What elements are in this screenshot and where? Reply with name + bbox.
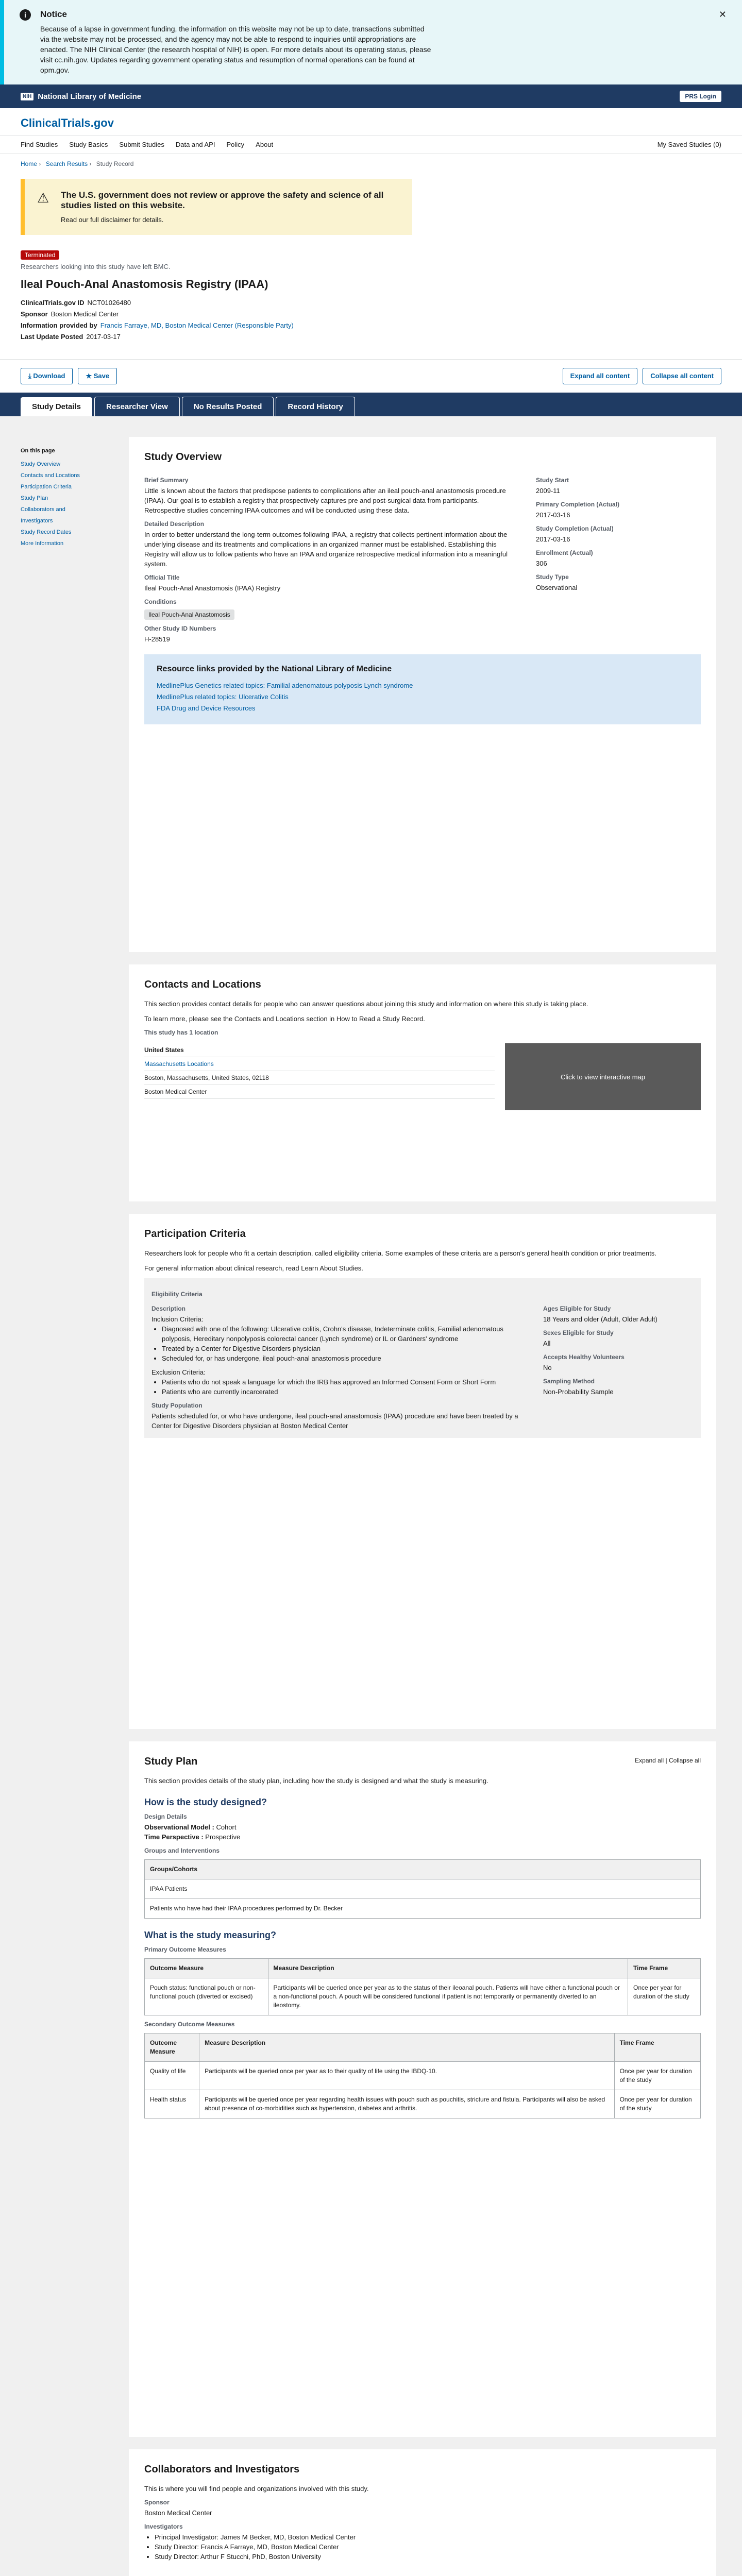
download-button[interactable]: ⤓ Download <box>21 368 73 384</box>
medlineplus-link[interactable]: MedlinePlus related topics: Ulcerative Colitis <box>157 693 289 701</box>
study-completion: 2017-03-16 <box>536 535 570 543</box>
study-plan: Study Plan Expand all | Collapse all This section provides details of the study plan, including how the study is designed and what the study is measuring. How is the study designed? Design Details Observational Model : Cohort Time Perspective : Prospective Groups and Interventions Groups/Cohorts IPAA Patients Patients who have had their IPAA procedures performed by Dr. Becker What is the study measuring? Primary Outcome Measures Outcome Measure Measure Description Time Frame Pouch status: functional pouch or non-functional pouch (diverted or excised) Participants will be queried once per year as to the status of their ileoanal pouch. Patients will have either a functional pouch or a non-functional pouch. A pouch will be considered functional if patient is not temporarily or permanently diverted to an ileostomy. Once per year for duration of the study Secondary Outcome Measures Outcome Measure Measure Description Time Frame Quality of life Participants will be queried once per year as to their quality of life using the IBDQ-10. Once per year for duration of the study Health status Participants will be queried once per year regarding health issues with pouch such as pouchitis, stricture and fistula. Participants will also be asked about presence of co-morbidities such as hypertension, diabetes and arthritis. Once per year for duration of the study <box>129 1741 716 2437</box>
crumb-current: Study Record <box>96 160 134 167</box>
saved-studies-link[interactable]: My Saved Studies (0) <box>657 141 721 148</box>
info-provider[interactable]: Francis Farraye, MD, Boston Medical Center (Responsible Party) <box>100 321 294 329</box>
tab-study-details[interactable]: Study Details <box>21 397 92 416</box>
nlm-logo[interactable]: NIH National Library of Medicine <box>21 92 141 101</box>
genetics-link[interactable]: MedlinePlus Genetics related topics: Familial adenomatous polyposis Lynch syndrome <box>157 682 413 689</box>
side-contacts[interactable]: Contacts and Locations <box>21 472 80 479</box>
info-icon: i <box>20 9 31 21</box>
status-note: Researchers looking into this study have left BMC. <box>21 263 171 270</box>
nav-data[interactable]: Data and API <box>175 141 215 148</box>
page-nav: On this page Study Overview Contacts and Locations Participation Criteria Study Plan Collaborators and Investigators Study Record Dates More Information <box>21 437 98 2576</box>
collapse-all-button[interactable]: Collapse all content <box>643 368 721 384</box>
close-icon[interactable]: ✕ <box>718 9 727 20</box>
crumb-results[interactable]: Search Results <box>45 160 88 167</box>
nav-about[interactable]: About <box>256 141 274 148</box>
study-start: 2009-11 <box>536 487 560 495</box>
brief-summary: Little is known about the factors that predispose patients to complications after an ileal pouch-anal anastomosis procedure (IPAA). Our goal is to establish a registry that prospectively captures pre and post-surgical data from participants. Retrospective studies concerning IPAA outcomes and will be conducted using these data. <box>144 487 506 514</box>
warning-icon: ⚠ <box>37 190 49 206</box>
location-map[interactable]: Click to view interactive map <box>505 1043 701 1110</box>
study-type: Observational <box>536 584 578 591</box>
side-dates[interactable]: Study Record Dates <box>21 529 72 535</box>
nih-bar <box>0 84 742 108</box>
crumb-home[interactable]: Home <box>21 160 38 167</box>
save-button[interactable]: ★ Save <box>78 368 117 384</box>
disclaimer-alert <box>21 179 412 235</box>
prs-login-button[interactable]: PRS Login <box>680 91 721 102</box>
primary-completion: 2017-03-16 <box>536 511 570 519</box>
main-area <box>0 416 742 2576</box>
enrollment: 306 <box>536 560 547 567</box>
plan-expand-collapse[interactable]: Expand all | Collapse all <box>635 1757 701 1764</box>
tab-record-history[interactable]: Record History <box>276 397 355 416</box>
nct-id: NCT01026480 <box>87 299 131 307</box>
other-id: H-28519 <box>144 635 170 643</box>
notice-body: Because of a lapse in government funding, the information on this website may not be up to date, transactions submitted via the website may not be processed, and the agency may not be able to respond to inquiries until appropriations are enacted. The NIH Clinical Center (the research hospital of NIH) is open. For more details about its operating status, please visit cc.nih.gov. Updates regarding government operating status and resumption of normal operations can be found at opm.gov. <box>40 25 431 74</box>
nav-submit[interactable]: Submit Studies <box>119 141 164 148</box>
tab-bar <box>0 393 742 416</box>
side-more[interactable]: More Information <box>21 540 64 547</box>
last-update: 2017-03-17 <box>86 333 121 341</box>
notice-title: Notice <box>40 9 67 19</box>
breadcrumb: Home › Search Results › Study Record <box>21 160 134 167</box>
side-overview[interactable]: Study Overview <box>21 461 61 467</box>
side-criteria[interactable]: Participation Criteria <box>21 484 72 490</box>
side-collab[interactable]: Collaborators and Investigators <box>21 506 65 524</box>
disclaimer-body: Read our full disclaimer for details. <box>61 216 164 224</box>
main-nav <box>0 135 742 154</box>
expand-all-button[interactable]: Expand all content <box>563 368 638 384</box>
side-plan[interactable]: Study Plan <box>21 495 48 501</box>
condition-chip[interactable]: Ileal Pouch-Anal Anastomosis <box>144 609 234 620</box>
official-title: Ileal Pouch-Anal Anastomosis (IPAA) Registry <box>144 584 281 592</box>
toolbar <box>0 359 742 393</box>
nav-policy[interactable]: Policy <box>226 141 245 148</box>
notice-banner <box>0 0 742 84</box>
status-badge: Terminated <box>21 250 59 260</box>
study-title: Ileal Pouch-Anal Anastomosis Registry (IPAA) <box>21 278 268 291</box>
nav-basics[interactable]: Study Basics <box>69 141 108 148</box>
tab-researcher-view[interactable]: Researcher View <box>94 397 180 416</box>
study-header: Terminated Researchers looking into this study have left BMC. Ileal Pouch-Anal Anastomosis Registry (IPAA) ClinicalTrials.gov ID NCT01026480 Sponsor Boston Medical Center Information provided by Francis Farraye, MD, Boston Medical Center (Responsible Party) Last Update Posted 2017-03-17 <box>0 240 742 353</box>
contacts-locations: Contacts and Locations This section provides contact details for people who can answer questions about joining this study and information on where this study is taking place. To learn more, please see the Contacts and Locations section in How to Read a Study Record. This study has 1 location United States Massachusetts Locations Boston, Massachusetts, United States, 02118 Boston Medical Center Click to view interactive map <box>129 964 716 1201</box>
collaborators: Collaborators and Investigators This is where you will find people and organizations involved with this study. Sponsor Boston Medical Center Investigators • Principal Investigator: James M Becker, MD, Boston Medical Center • Study Director: Francis A Farraye, MD, Boston Medical Center • Study Director: Arthur F Stucchi, PhD, Boston University <box>129 2449 716 2576</box>
disclaimer-title: The U.S. government does not review or approve the safety and science of all studies listed on this website. <box>61 190 384 210</box>
study-overview: Study Overview Brief Summary Little is known about the factors that predispose patients to complications after an ileal pouch-anal anastomosis procedure (IPAA). Our goal is to establish a registry that prospectively captures pre and post-surgical data from participants. Retrospective studies concerning IPAA outcomes and will be conducted using these data. Detailed Description In order to better understand the long-term outcomes following IPAA, a registry that collects pertinent information about the underlying disease and its treatments and complications in an organized manner must be established. Establishing this Registry will allow us to follow patients who have an IPAA and organize retrospective medical information into a meaningful system. Official Title Ileal Pouch-Anal Anastomosis (IPAA) Registry Conditions Ileal Pouch-Anal Anastomosis Other Study ID Numbers H-28519 Study Start 2009-11 Primary Completion (Actual) 2017-03-16 Study Completion (Actual) 2017-03-16 Enrollment (Actual) 306 Study Type Observational Resource links provided by the National Library of Medicine MedlinePlus Genetics related topics: Familial adenomatous polyposis Lynch syndrome MedlinePlus related topics: Ulcerative Colitis FDA Drug and Device Resources <box>129 437 716 952</box>
nav-find[interactable]: Find Studies <box>21 141 58 148</box>
tab-results[interactable]: No Results Posted <box>182 397 274 416</box>
site-title[interactable]: ClinicalTrials.gov <box>21 116 114 129</box>
fda-link[interactable]: FDA Drug and Device Resources <box>157 704 256 712</box>
nlm-resources: Resource links provided by the National Library of Medicine MedlinePlus Genetics related topics: Familial adenomatous polyposis Lynch syndrome MedlinePlus related topics: Ulcerative Colitis FDA Drug and Device Resources <box>144 654 701 724</box>
participation-criteria: Participation Criteria Researchers look for people who fit a certain description, called eligibility criteria. Some examples of these criteria are a person's general health condition or prior treatments. For general information about clinical research, read Learn About Studies. Eligibility Criteria Description Inclusion Criteria: • Diagnosed with one of the following: Ulcerative colitis, Crohn's disease, Indeterminate colitis, Familial adenomatous polyposis, Hereditary nonpolyposis colorectal cancer (Lynch syndrome) or IL or Gardners' syndrome • Treated by a Center for Digestive Disorders physician • Scheduled for, or has undergone, ileal pouch-anal anastomosis procedure Exclusion Criteria: • Patients who do not speak a language for which the IRB has approved an Informed Consent Form or Short Form • Patients who are currently incarcerated Study Population Patients scheduled for, or who have undergone, ileal pouch-anal anastomosis (IPAA) procedure and have been treated by a Center for Digestive Disorders physician at Boston Medical Center Ages Eligible for Study 18 Years and older (Adult, Older Adult) Sexes Eligible for Study All Accepts Healthy Volunteers No Sampling Method Non-Probability Sample <box>129 1214 716 1729</box>
detailed-description: In order to better understand the long-term outcomes following IPAA, a registry that collects pertinent information about the underlying disease and its treatments and complications in an organized manner must be established. Establishing this Registry will allow us to follow patients who have an IPAA and organize retrospective medical information into a meaningful system. <box>144 531 508 568</box>
sponsor: Boston Medical Center <box>50 310 119 318</box>
site-header <box>0 108 742 135</box>
